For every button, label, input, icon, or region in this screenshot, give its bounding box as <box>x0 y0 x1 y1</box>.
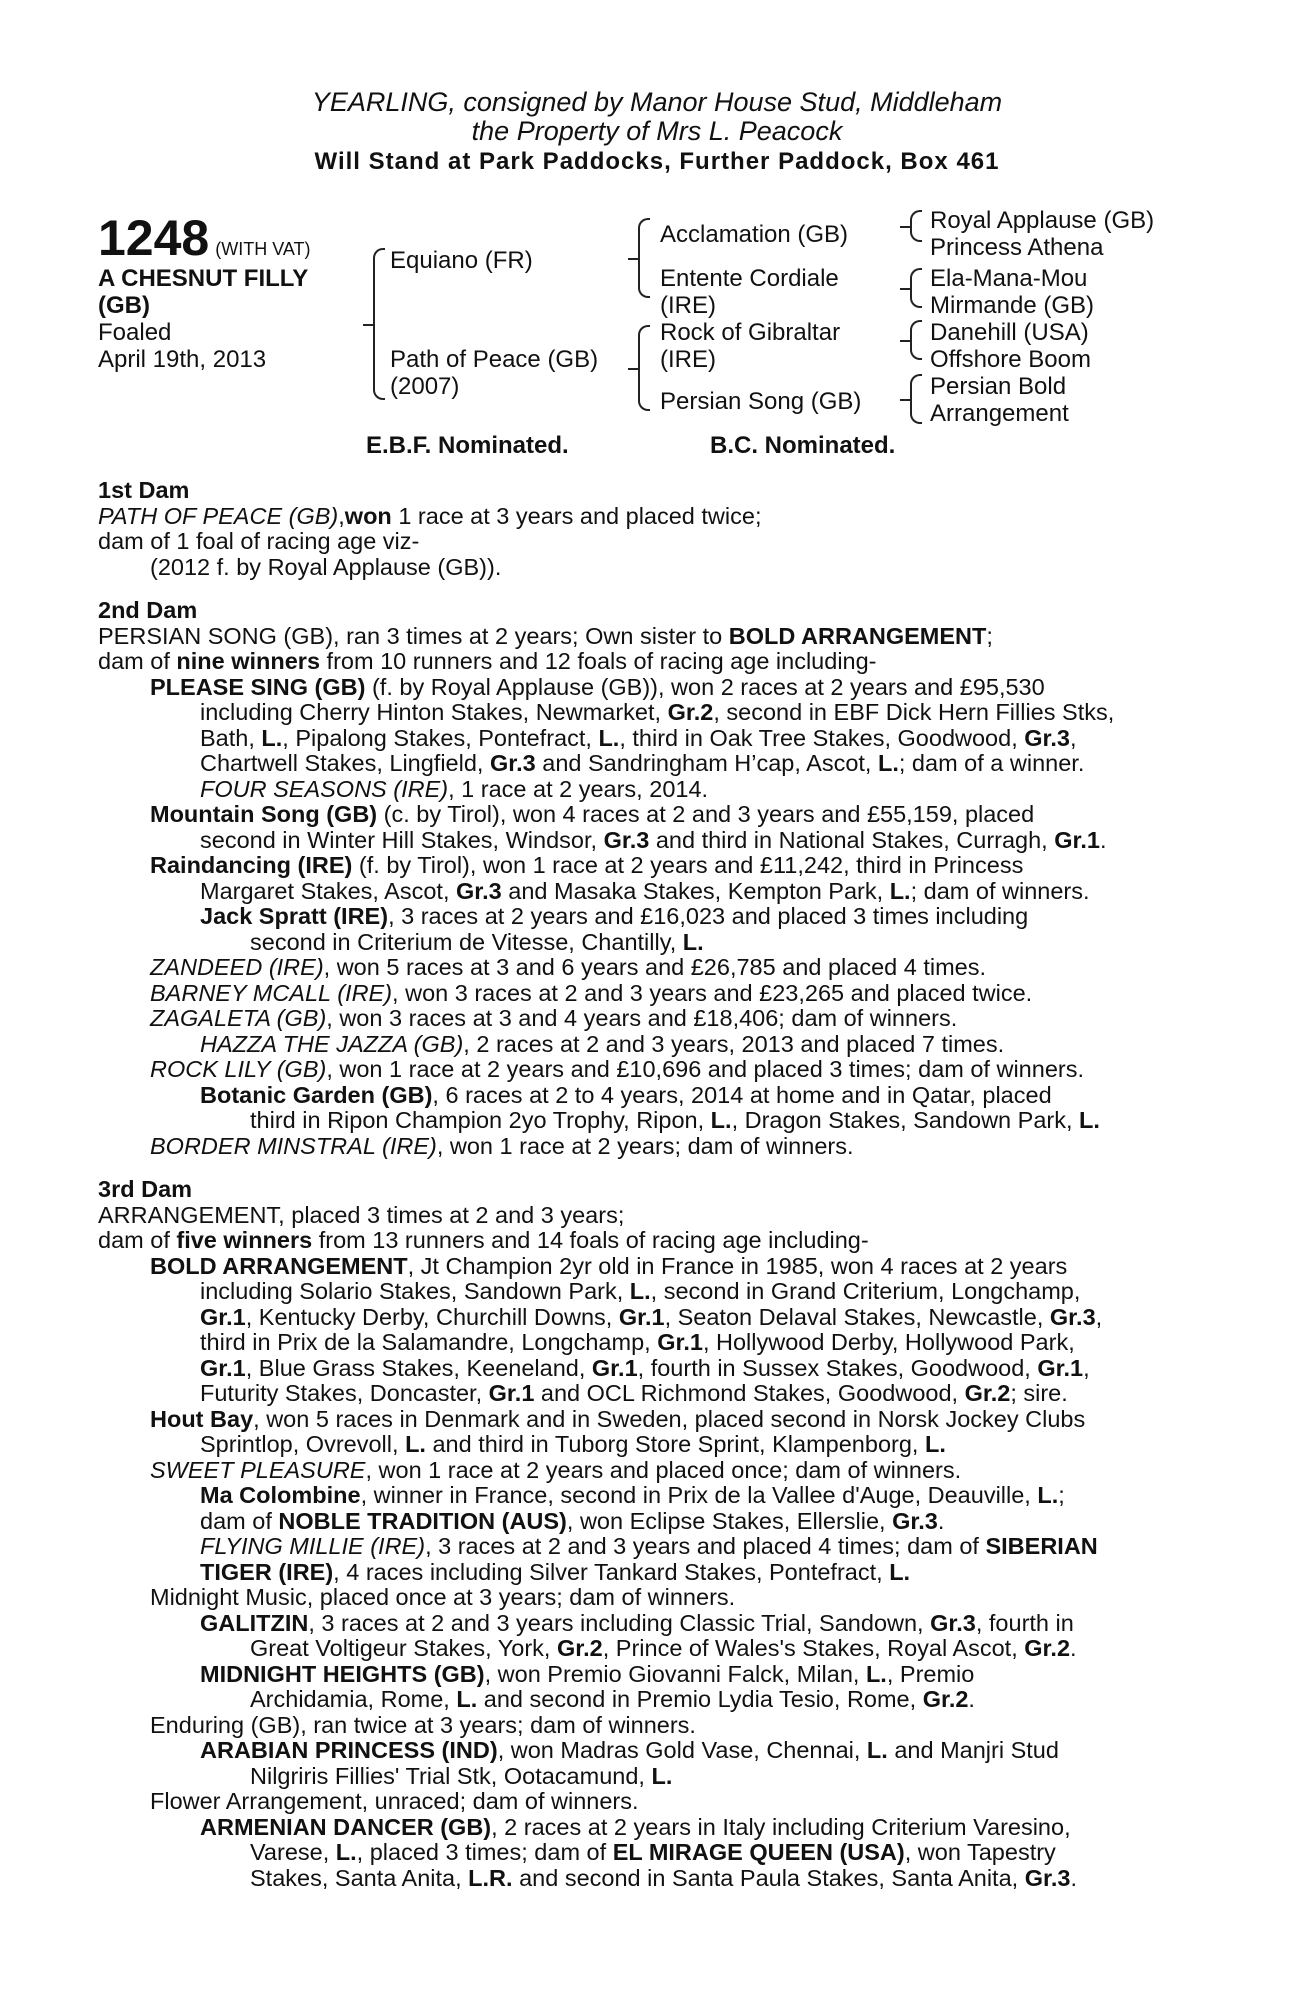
record-text: Stakes, Santa Anita, <box>250 1864 469 1891</box>
horse-name: Gr.3 <box>456 877 502 904</box>
horse-name-italic: ZAGALETA (GB) <box>150 1005 327 1031</box>
record-text: third in Ripon Champion 2yo Trophy, Ripon, <box>250 1107 711 1133</box>
record-text: including Cherry Hinton Stakes, Newmarket, <box>200 699 668 725</box>
record-line <box>98 1789 1208 1815</box>
record-line <box>98 879 1208 905</box>
record-line <box>98 1083 1208 1109</box>
record-line <box>98 1057 1208 1083</box>
record-text: , Kentucky Derby, Churchill Downs, <box>245 1303 619 1330</box>
record-line <box>98 1228 1208 1254</box>
dam-section <box>98 1177 1208 1891</box>
record-text: Bath, <box>200 724 262 751</box>
record-text: , 1 race at 2 years, 2014. <box>448 775 709 802</box>
horse-name: L. <box>598 724 620 751</box>
record-text: and second in Santa Paula Stakes, Santa Anita, <box>512 1864 1025 1891</box>
horse-name: TIGER (IRE) <box>200 1558 334 1585</box>
record-line <box>98 828 1208 854</box>
record-line <box>98 1203 1208 1229</box>
horse-name: L. <box>456 1686 478 1712</box>
record-text: , <box>1070 724 1077 751</box>
horse-name: BOLD ARRANGEMENT <box>728 622 987 649</box>
horse-name: L. <box>889 877 911 904</box>
horse-name-italic: PATH OF PEACE (GB) <box>98 502 339 529</box>
record-line <box>98 555 1208 581</box>
pedigree-dam-sire: Rock of Gibraltar <box>660 319 841 346</box>
record-text: dam of 1 foal of racing age viz- <box>98 528 420 554</box>
horse-name: Gr.3 <box>1049 1303 1096 1330</box>
horse-name: PLEASE SING (GB) <box>150 673 366 700</box>
horse-name: Ma Colombine <box>200 1482 361 1508</box>
horse-name: Gr.1 <box>200 1303 246 1330</box>
record-text: , won 3 races at 3 and 4 years and £18,406; dam of winners. <box>326 1005 958 1031</box>
record-text: dam of <box>200 1507 279 1534</box>
record-text: , won 5 races in Denmark and in Sweden, placed second in Norsk Jockey Clubs <box>253 1405 1086 1432</box>
pedigree-dam-dam: Persian Song (GB) <box>660 388 862 415</box>
record-text: Midnight Music, placed once at 3 years; dam of winners. <box>150 1584 736 1610</box>
record-text: dam of <box>98 1227 177 1253</box>
pedigree-ssd: Princess Athena <box>930 234 1104 261</box>
record-text: from 13 runners and 14 foals of racing age including- <box>312 1227 869 1253</box>
record-text: , Premio <box>886 1660 975 1687</box>
header-consignor: YEARLING, consigned by Manor House Stud, Middleham <box>311 87 1003 117</box>
record-text: , Pipalong Stakes, Pontefract, <box>282 724 599 751</box>
record-line <box>98 930 1208 956</box>
horse-name: Gr.2 <box>922 1686 969 1712</box>
record-text: , placed 3 times; dam of <box>356 1839 613 1865</box>
record-text: , Prince of Wales's Stakes, Royal Ascot, <box>602 1635 1025 1661</box>
record-text: , won Premio Giovanni Falck, Milan, <box>484 1660 866 1687</box>
record-text: Archidamia, Rome, <box>250 1686 457 1712</box>
ebf-nominated: E.B.F. Nominated. <box>366 432 569 459</box>
pedigree-brace-dd <box>910 374 922 424</box>
horse-name: L. <box>877 750 899 776</box>
horse-name: Gr.3 <box>930 1609 976 1636</box>
record-text: third in Prix de la Salamandre, Longchamp, <box>200 1329 658 1355</box>
record-text: ; <box>986 622 993 649</box>
pedigree-sire: Equiano (FR) <box>390 247 533 274</box>
horse-name: five winners <box>176 1227 313 1253</box>
pedigree-sss: Royal Applause (GB) <box>930 207 1155 234</box>
record-line <box>98 853 1208 879</box>
horse-name-italic: ROCK LILY (GB) <box>150 1056 327 1082</box>
record-text: (f. by Tirol), won 1 race at 2 years and £11,242, third in Princess <box>352 852 1024 878</box>
record-text: second in Criterium de Vitesse, Chantilly, <box>250 928 683 955</box>
pedigree-brace-ss <box>910 210 922 242</box>
record-text: , 3 races at 2 years and £16,023 and placed 3 times including <box>388 903 1029 929</box>
horse-name: NOBLE TRADITION (AUS) <box>278 1507 567 1534</box>
horse-name-italic: FOUR SEASONS (IRE) <box>200 775 449 802</box>
record-text: Flower Arrangement, unraced; dam of winners. <box>150 1788 639 1814</box>
record-text: and OCL Richmond Stakes, Goodwood, <box>534 1380 965 1406</box>
record-text: , won 3 races at 2 and 3 years and £23,265 and placed twice. <box>392 979 1033 1006</box>
pedigree-ddd: Arrangement <box>930 400 1069 427</box>
record-line <box>98 1866 1208 1892</box>
pedigree-sire-dam-country: (IRE) <box>660 292 716 319</box>
record-line <box>98 751 1208 777</box>
horse-name: MIDNIGHT HEIGHTS (GB) <box>200 1660 485 1687</box>
pedigree-dds: Persian Bold <box>930 373 1067 400</box>
horse-name: Gr.1 <box>1037 1354 1084 1381</box>
pedigree-sdd: Mirmande (GB) <box>930 292 1095 319</box>
record-line <box>98 1713 1208 1739</box>
pedigree-brace-main <box>373 248 385 400</box>
record-text: , won 5 races at 3 and 6 years and £26,785 and placed 4 times. <box>323 954 987 980</box>
record-text: , fourth in <box>975 1609 1074 1636</box>
record-text: ; <box>1058 1482 1065 1508</box>
record-text: Enduring (GB), ran twice at 3 years; dam of winners. <box>150 1711 696 1738</box>
record-text: , winner in France, second in Prix de la Vallee d'Auge, Deauville, <box>360 1482 1038 1508</box>
lot-number-block <box>98 212 311 264</box>
foaled-date: April 19th, 2013 <box>98 346 267 373</box>
horse-name: SIBERIAN <box>985 1533 1098 1559</box>
record-text: , <box>1083 1354 1090 1381</box>
record-text: , third in Oak Tree Stakes, Goodwood, <box>619 724 1025 751</box>
horse-name: L. <box>889 1558 911 1585</box>
horse-name: L.R. <box>468 1864 513 1891</box>
record-line <box>98 1279 1208 1305</box>
record-text: including Solario Stakes, Sandown Park, <box>200 1278 630 1304</box>
record-text: and Manjri Stud <box>887 1737 1059 1763</box>
horse-name: Mountain Song (GB) <box>150 801 378 827</box>
record-line <box>98 675 1208 701</box>
record-line <box>98 1032 1208 1058</box>
horse-name: EL MIRAGE QUEEN (USA) <box>612 1839 905 1865</box>
record-line <box>98 529 1208 555</box>
horse-name: Botanic Garden (GB) <box>200 1081 433 1108</box>
horse-name: GALITZIN <box>200 1609 309 1636</box>
record-text: Great Voltigeur Stakes, York, <box>250 1635 557 1661</box>
dam-section <box>98 478 1208 580</box>
record-line <box>98 624 1208 650</box>
record-line <box>98 1305 1208 1331</box>
record-text: , Dragon Stakes, Sandown Park, <box>731 1107 1080 1133</box>
record-line <box>98 649 1208 675</box>
record-text: , Seaton Delaval Stakes, Newcastle, <box>664 1303 1050 1330</box>
record-line <box>98 1560 1208 1586</box>
record-text: ; dam of a winner. <box>898 750 1085 776</box>
horse-name: BOLD ARRANGEMENT <box>150 1252 408 1279</box>
horse-name: Raindancing (IRE) <box>150 852 353 878</box>
horse-name: Gr.3 <box>892 1507 938 1534</box>
record-line <box>98 981 1208 1007</box>
record-text: and third in Tuborg Store Sprint, Klampenborg, <box>425 1431 925 1457</box>
record-text: dam of <box>98 648 177 674</box>
record-line <box>98 1108 1208 1134</box>
record-text: , 2 races at 2 years in Italy including Criterium Varesino, <box>491 1813 1071 1840</box>
pedigree-dam: Path of Peace (GB) <box>390 346 599 373</box>
record-text: , 4 races including Silver Tankard Stakes, Pontefract, <box>333 1558 890 1585</box>
record-text: . <box>1070 1864 1077 1891</box>
record-text: , won Madras Gold Vase, Chennai, <box>497 1737 867 1763</box>
horse-name-italic: ZANDEED (IRE) <box>150 954 324 980</box>
record-text: (c. by Tirol), won 4 races at 2 and 3 years and £55,159, placed <box>377 801 1035 827</box>
section-title: 3rd Dam <box>98 1176 193 1202</box>
pedigree-sire-dam: Entente Cordiale <box>660 265 839 292</box>
record-line <box>98 1738 1208 1764</box>
pedigree-brace-dam <box>638 325 650 411</box>
record-text: , won 1 race at 2 years and placed once; dam of winners. <box>365 1456 962 1483</box>
record-text: second in Winter Hill Stakes, Windsor, <box>200 826 604 853</box>
horse-name: Gr.1 <box>488 1380 535 1406</box>
record-line <box>98 1636 1208 1662</box>
record-line <box>98 1611 1208 1637</box>
horse-name: L. <box>261 724 283 751</box>
record-text: . <box>937 1507 945 1534</box>
record-text: , <box>338 502 345 529</box>
horse-name: L. <box>682 928 704 955</box>
record-line <box>98 1134 1208 1160</box>
section-title: 2nd Dam <box>98 597 198 623</box>
header-property: the Property of Mrs L. Peacock <box>471 116 843 146</box>
horse-name: Hout Bay <box>150 1405 254 1432</box>
record-line <box>98 1815 1208 1841</box>
record-line <box>98 1330 1208 1356</box>
record-text: 1 race at 3 years and placed twice; <box>391 502 762 529</box>
horse-name: Gr.1 <box>591 1354 638 1381</box>
record-text: , 3 races at 2 and 3 years and placed 4 times; dam of <box>425 1533 986 1559</box>
record-line <box>98 904 1208 930</box>
horse-name: ARMENIAN DANCER (GB) <box>200 1813 492 1840</box>
record-text: , 2 races at 2 and 3 years, 2013 and placed 7 times. <box>463 1030 1005 1057</box>
horse-name: Gr.3 <box>489 750 536 776</box>
record-text: Sprintlop, Ovrevoll, <box>200 1431 406 1457</box>
horse-name: L. <box>1079 1107 1100 1133</box>
record-line <box>98 1356 1208 1382</box>
horse-name: nine winners <box>176 648 321 674</box>
foaled-label: Foaled <box>98 319 172 346</box>
pedigree-sds: Ela-Mana-Mou <box>930 265 1088 292</box>
record-text: and third in National Stakes, Curragh, <box>649 826 1055 853</box>
record-text: , won Tapestry <box>904 1839 1056 1865</box>
pedigree-brace-sd <box>910 268 922 308</box>
record-text: , Hollywood Derby, Hollywood Park, <box>702 1329 1075 1355</box>
pedigree-dam-sire-country: (IRE) <box>660 346 716 373</box>
record-text: , Jt Champion 2yr old in France in 1985, won 4 races at 2 years <box>407 1252 1068 1279</box>
record-text: Varese, <box>250 1839 336 1865</box>
pedigree-dss: Danehill (USA) <box>930 319 1089 346</box>
record-text: , won 1 race at 2 years and £10,696 and placed 3 times; dam of winners. <box>326 1056 1084 1082</box>
lot-title-country: (GB) <box>98 292 150 319</box>
record-line <box>98 955 1208 981</box>
pedigree-sire-sire: Acclamation (GB) <box>660 221 849 248</box>
record-text: . <box>968 1686 975 1712</box>
horse-name: Gr.3 <box>1024 1864 1071 1891</box>
horse-name: L. <box>866 1737 888 1763</box>
family-details <box>98 478 1208 1891</box>
record-text: and second in Premio Lydia Tesio, Rome, <box>477 1686 923 1712</box>
record-line <box>98 1432 1208 1458</box>
record-line <box>98 1534 1208 1560</box>
horse-name: Gr.2 <box>1024 1635 1071 1661</box>
record-line <box>98 1407 1208 1433</box>
record-text: , second in EBF Dick Hern Fillies Stks, <box>713 699 1115 725</box>
horse-name: L. <box>629 1278 651 1304</box>
record-text: ; dam of winners. <box>910 877 1090 904</box>
record-text: Futurity Stakes, Doncaster, <box>200 1380 489 1406</box>
record-text: Margaret Stakes, Ascot, <box>200 877 456 904</box>
record-line <box>98 1458 1208 1484</box>
horse-name: L. <box>924 1431 946 1457</box>
horse-name: Gr.1 <box>618 1303 665 1330</box>
record-text: (2012 f. by Royal Applause (GB)). <box>150 553 502 580</box>
record-text: , fourth in Sussex Stakes, Goodwood, <box>637 1354 1038 1381</box>
record-line <box>98 1662 1208 1688</box>
record-line <box>98 1840 1208 1866</box>
horse-name: Gr.2 <box>667 699 714 725</box>
record-text: and Masaka Stakes, Kempton Park, <box>501 877 890 904</box>
record-text: , 6 races at 2 to 4 years, 2014 at home and in Qatar, placed <box>432 1081 1052 1108</box>
horse-name: Gr.3 <box>603 826 650 853</box>
record-text: Chartwell Stakes, Lingfield, <box>200 750 490 776</box>
horse-name: won <box>344 502 392 529</box>
horse-name-italic: FLYING MILLIE (IRE) <box>200 1533 426 1559</box>
bc-nominated: B.C. Nominated. <box>710 432 896 459</box>
dam-section <box>98 598 1208 1159</box>
horse-name: Gr.3 <box>1024 724 1070 751</box>
record-line <box>98 1585 1208 1611</box>
horse-name: L. <box>651 1762 673 1789</box>
record-text: PERSIAN SONG (GB), ran 3 times at 2 years; Own sister to <box>98 622 729 649</box>
record-text: (f. by Royal Applause (GB)), won 2 races at 2 years and £95,530 <box>365 673 1045 700</box>
pedigree-dam-year: (2007) <box>390 373 460 400</box>
record-line <box>98 1509 1208 1535</box>
record-text: Nilgriris Fillies' Trial Stk, Ootacamund, <box>250 1762 652 1789</box>
horse-name: Gr.2 <box>556 1635 603 1661</box>
record-text: and Sandringham H’cap, Ascot, <box>535 750 878 776</box>
horse-name: ARABIAN PRINCESS (IND) <box>200 1737 498 1763</box>
record-line <box>98 777 1208 803</box>
record-line <box>98 1381 1208 1407</box>
horse-name: Gr.2 <box>964 1380 1011 1406</box>
horse-name: Gr.1 <box>657 1329 703 1355</box>
pedigree-dsd: Offshore Boom <box>930 346 1091 373</box>
horse-name: Gr.1 <box>1054 826 1100 853</box>
vat-note: (WITH VAT) <box>215 239 311 259</box>
record-line <box>98 700 1208 726</box>
record-line <box>98 1254 1208 1280</box>
record-text: ARRANGEMENT, placed 3 times at 2 and 3 years; <box>98 1201 625 1228</box>
horse-name-italic: HAZZA THE JAZZA (GB) <box>200 1030 464 1057</box>
record-line <box>98 802 1208 828</box>
section-title: 1st Dam <box>98 477 190 503</box>
record-line <box>98 1006 1208 1032</box>
record-text: from 10 runners and 12 foals of racing age including- <box>320 648 877 674</box>
record-text: , second in Grand Criterium, Longchamp, <box>650 1278 1081 1304</box>
horse-name: L. <box>335 1839 357 1865</box>
record-line <box>98 1764 1208 1790</box>
record-line <box>98 1483 1208 1509</box>
record-line <box>98 504 1208 530</box>
lot-number: 1248 <box>98 210 210 266</box>
pedigree-brace-sire <box>638 218 650 298</box>
lot-title: A CHESNUT FILLY <box>98 265 309 292</box>
record-text: , 3 races at 2 and 3 years including Classic Trial, Sandown, <box>308 1609 931 1636</box>
horse-name: L. <box>865 1660 887 1687</box>
record-text: . <box>1099 826 1107 853</box>
horse-name-italic: SWEET PLEASURE <box>150 1456 366 1483</box>
record-text: ; sire. <box>1010 1380 1068 1406</box>
record-line <box>98 726 1208 752</box>
horse-name: Gr.1 <box>200 1354 246 1381</box>
record-text: , Blue Grass Stakes, Keeneland, <box>245 1354 592 1381</box>
horse-name-italic: BORDER MINSTRAL (IRE) <box>150 1132 437 1159</box>
horse-name: Jack Spratt (IRE) <box>200 903 389 929</box>
horse-name: L. <box>405 1431 426 1457</box>
record-line <box>98 1687 1208 1713</box>
record-text: , <box>1095 1303 1103 1330</box>
header-location: Will Stand at Park Paddocks, Further Paddock, Box 461 <box>314 148 1000 175</box>
horse-name-italic: BARNEY MCALL (IRE) <box>150 979 393 1006</box>
record-text: , won 1 race at 2 years; dam of winners. <box>436 1132 854 1159</box>
pedigree-brace-ds <box>910 320 922 360</box>
record-text: . <box>1070 1635 1077 1661</box>
record-text: , won Eclipse Stakes, Ellerslie, <box>566 1507 893 1534</box>
horse-name: L. <box>710 1107 732 1133</box>
horse-name: L. <box>1037 1482 1059 1508</box>
